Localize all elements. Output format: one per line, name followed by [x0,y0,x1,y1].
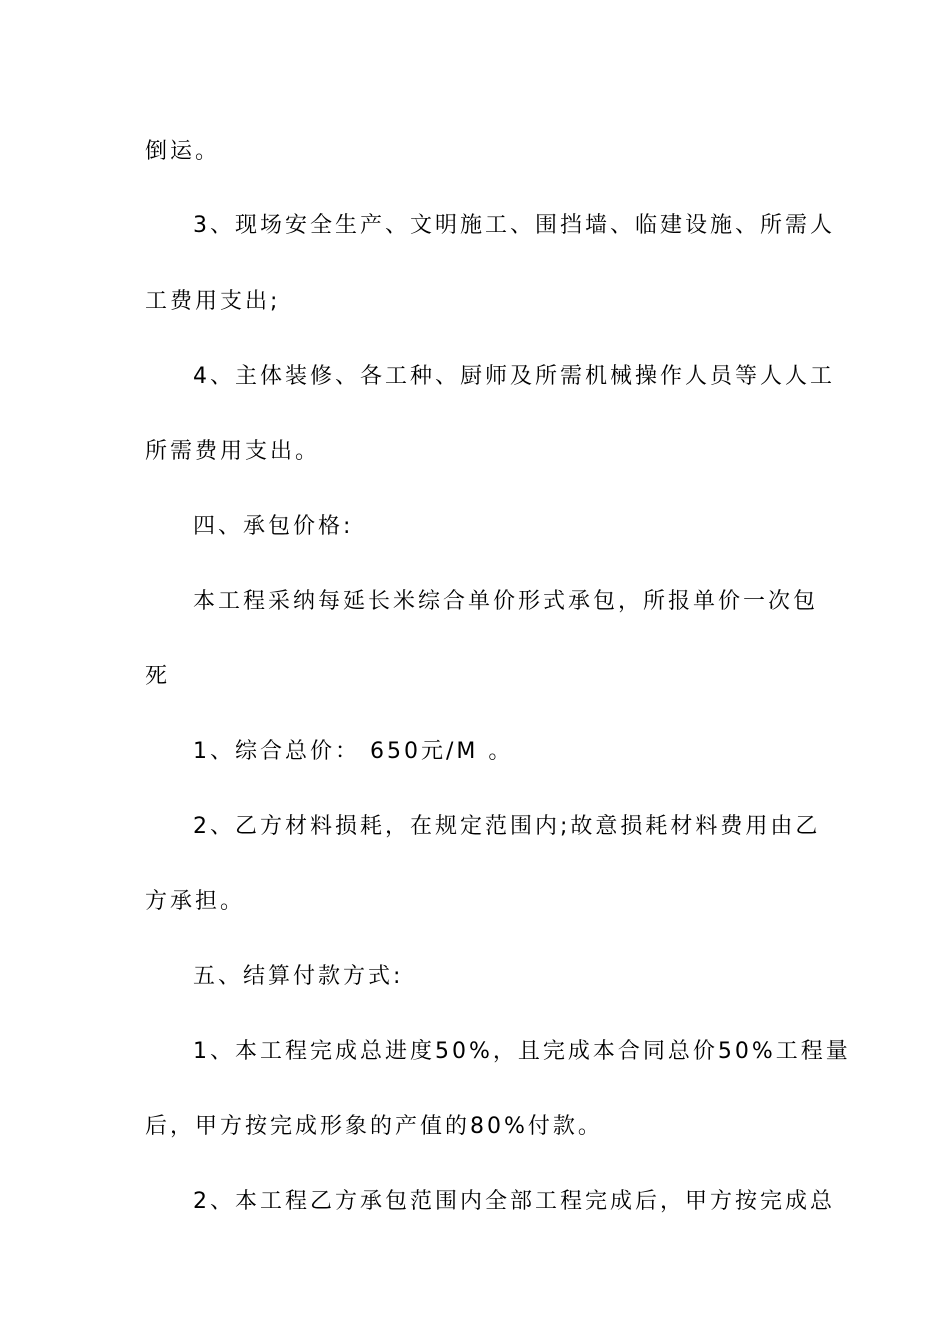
text-line: 方承担。 [145,889,246,914]
text-line: 1、综合总价： 650元/M 。 [193,739,514,764]
section-heading: 五、结算付款方式: [193,964,404,989]
text-line: 4、主体装修、各工种、厨师及所需机械操作人员等人人工 [193,364,835,389]
text-line: 死 [145,664,171,689]
text-line: 工费用支出; [145,289,281,314]
text-line: 本工程采纳每延长米综合单价形式承包，所报单价一次包 [193,589,819,614]
text-line: 2、本工程乙方承包范围内全部工程完成后，甲方按完成总 [193,1189,835,1214]
text-line: 后，甲方按完成形象的产值的80%付款。 [145,1114,603,1139]
text-line: 3、现场安全生产、文明施工、围挡墙、临建设施、所需人 [193,213,835,238]
text-line: 倒运。 [145,139,221,164]
text-line: 2、乙方材料损耗，在规定范围内;故意损耗材料费用由乙 [193,814,821,839]
text-line: 所需费用支出。 [145,439,321,464]
section-heading: 四、承包价格: [193,514,354,539]
text-line: 1、本工程完成总进度50%，且完成本合同总价50%工程量 [193,1039,851,1064]
